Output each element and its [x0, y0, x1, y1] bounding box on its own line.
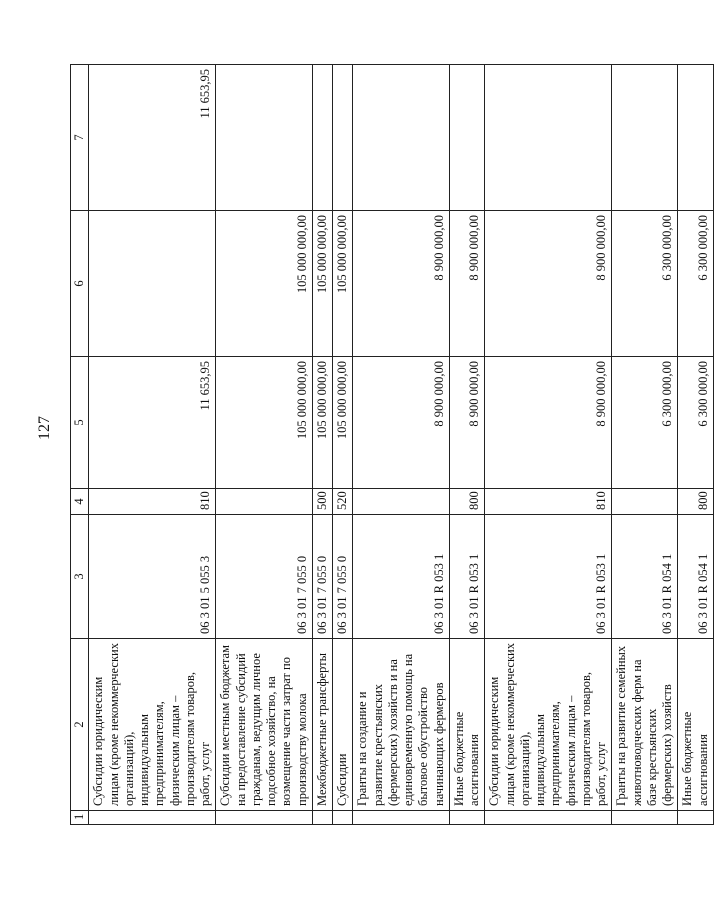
- row-col7-cell: [485, 65, 612, 211]
- row-col6-cell: 6 300 000,00: [612, 211, 678, 357]
- row-col5-cell: 11 653,95: [89, 357, 216, 489]
- row-name-cell: Субсидии местным бюджетам на предоставление субсидий гражданам, ведущим личное подсобное хозяйство, на возмещение части затрат по производству молока: [216, 639, 313, 811]
- row-type-cell: 800: [678, 489, 714, 515]
- row-name-cell: Иные бюджетные ассигнования: [449, 639, 485, 811]
- row-type-cell: [216, 489, 313, 515]
- row-code-cell: 06 3 01 7 055 0: [312, 515, 332, 639]
- row-col7-cell: [612, 65, 678, 211]
- row-code-cell: 06 3 01 5 055 3: [89, 515, 216, 639]
- table-row: [449, 65, 485, 825]
- row-col5-cell: 6 300 000,00: [678, 357, 714, 489]
- row-type-cell: 520: [333, 489, 353, 515]
- row-name-cell: Иные бюджетные ассигнования: [678, 639, 714, 811]
- table-row: [333, 65, 353, 825]
- row-code-cell: 06 3 01 R 053 1: [449, 515, 485, 639]
- row-code-cell: 06 3 01 7 055 0: [216, 515, 313, 639]
- row-col5-cell: 6 300 000,00: [612, 357, 678, 489]
- row-col5-cell: 8 900 000,00: [353, 357, 450, 489]
- row-col6-cell: 105 000 000,00: [216, 211, 313, 357]
- row-col6-cell: 8 900 000,00: [485, 211, 612, 357]
- row-code-cell: 06 3 01 R 054 1: [612, 515, 678, 639]
- row-type-cell: [353, 489, 450, 515]
- header-cell: 2: [71, 639, 89, 811]
- header-cell: 4: [71, 489, 89, 515]
- row-name-cell: Субсидии юридическим лицам (кроме некоммерческих организаций), индивидуальным предпринимателям, физическим лицам – производителям товаров, работ, услуг: [485, 639, 612, 811]
- row-type-cell: 800: [449, 489, 485, 515]
- row-col6-cell: [89, 211, 216, 357]
- row-index-cell: [216, 811, 313, 825]
- row-type-cell: 810: [89, 489, 216, 515]
- row-name-cell: Субсидии юридическим лицам (кроме некоммерческих организаций), индивидуальным предпринимателям, физическим лицам – производителям товаров, работ, услуг: [89, 639, 216, 811]
- row-index-cell: [449, 811, 485, 825]
- row-col7-cell: [333, 65, 353, 211]
- row-index-cell: [678, 811, 714, 825]
- header-cell: 1: [71, 811, 89, 825]
- budget-table: [70, 64, 714, 825]
- row-col7-cell: 11 653,95: [89, 65, 216, 211]
- row-col7-cell: [216, 65, 313, 211]
- row-index-cell: [333, 811, 353, 825]
- row-code-cell: 06 3 01 R 053 1: [485, 515, 612, 639]
- row-index-cell: [353, 811, 450, 825]
- budget-table-container: [70, 65, 710, 825]
- row-col5-cell: 105 000 000,00: [312, 357, 332, 489]
- table-header-row: [71, 65, 89, 825]
- row-col7-cell: [449, 65, 485, 211]
- row-col6-cell: 105 000 000,00: [333, 211, 353, 357]
- row-index-cell: [89, 811, 216, 825]
- row-name-cell: Межбюджетные трансферты: [312, 639, 332, 811]
- table-row: [312, 65, 332, 825]
- row-type-cell: 500: [312, 489, 332, 515]
- row-name-cell: Гранты на развитие семейных животноводческих ферм на базе крестьянских (фермерских) хозяйств: [612, 639, 678, 811]
- row-type-cell: 810: [485, 489, 612, 515]
- row-col5-cell: 8 900 000,00: [449, 357, 485, 489]
- table-row: [216, 65, 313, 825]
- row-col6-cell: 8 900 000,00: [353, 211, 450, 357]
- header-cell: 3: [71, 515, 89, 639]
- table-row: [485, 65, 612, 825]
- row-col7-cell: [312, 65, 332, 211]
- row-name-cell: Субсидии: [333, 639, 353, 811]
- row-name-cell: Гранты на создание и развитие крестьянских (фермерских) хозяйств и на единовременную помощь на бытовое обустройство начинающих фермеров: [353, 639, 450, 811]
- row-index-cell: [612, 811, 678, 825]
- row-col6-cell: 105 000 000,00: [312, 211, 332, 357]
- row-index-cell: [312, 811, 332, 825]
- table-row: [612, 65, 678, 825]
- row-col7-cell: [353, 65, 450, 211]
- row-code-cell: 06 3 01 R 053 1: [353, 515, 450, 639]
- row-code-cell: 06 3 01 7 055 0: [333, 515, 353, 639]
- row-type-cell: [612, 489, 678, 515]
- row-code-cell: 06 3 01 R 054 1: [678, 515, 714, 639]
- header-cell: 7: [71, 65, 89, 211]
- row-col5-cell: 105 000 000,00: [216, 357, 313, 489]
- header-cell: 6: [71, 211, 89, 357]
- row-col7-cell: [678, 65, 714, 211]
- header-cell: 5: [71, 357, 89, 489]
- table-row: [89, 65, 216, 825]
- page-number: 127: [36, 416, 53, 440]
- row-col6-cell: 6 300 000,00: [678, 211, 714, 357]
- row-col5-cell: 8 900 000,00: [485, 357, 612, 489]
- table-row: [353, 65, 450, 825]
- row-col6-cell: 8 900 000,00: [449, 211, 485, 357]
- table-row: [678, 65, 714, 825]
- row-col5-cell: 105 000 000,00: [333, 357, 353, 489]
- row-index-cell: [485, 811, 612, 825]
